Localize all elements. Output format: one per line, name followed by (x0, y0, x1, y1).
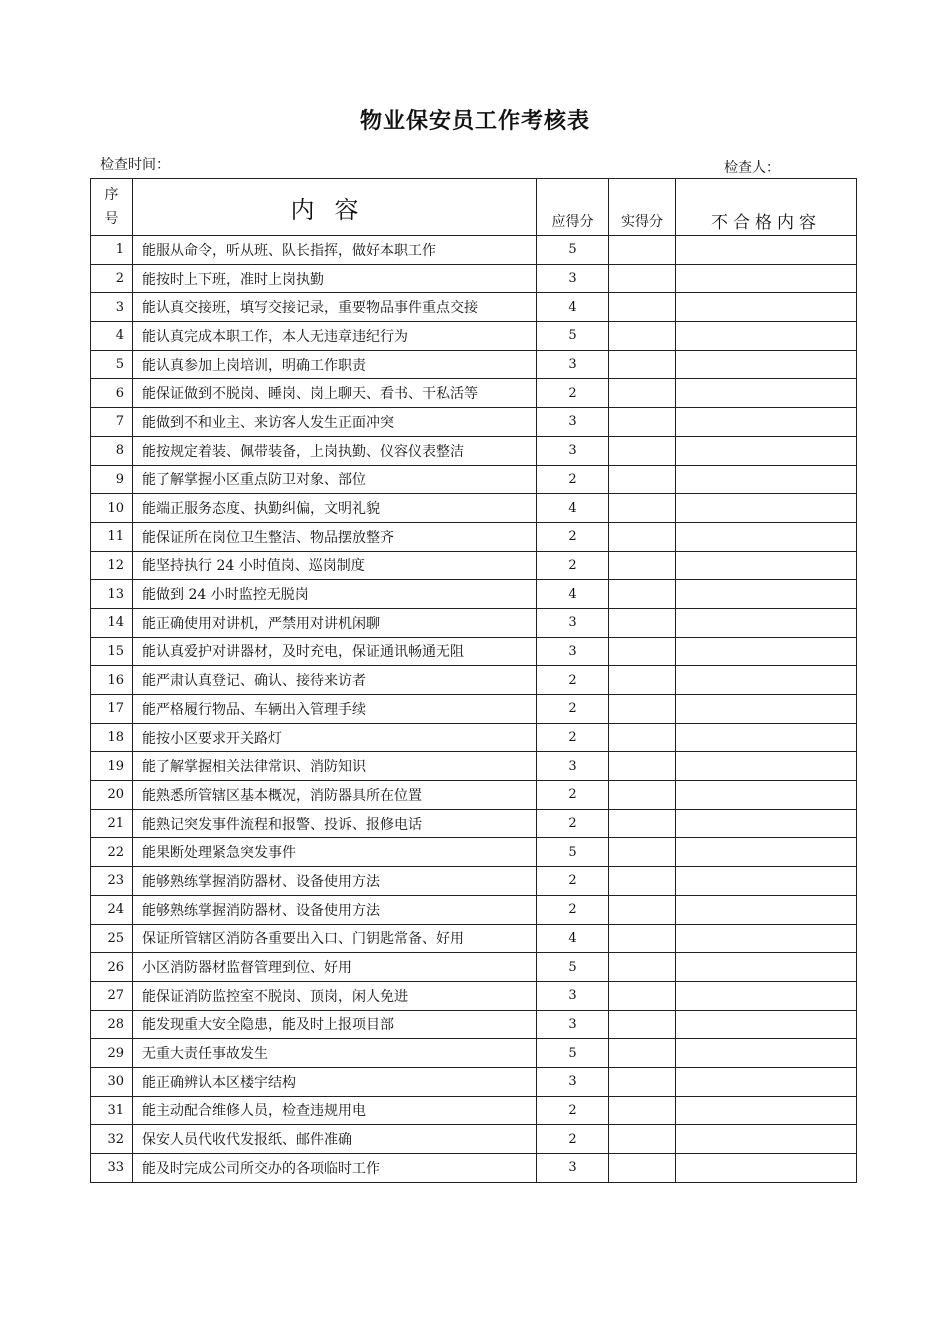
row-score: 3 (537, 981, 609, 1010)
row-score: 3 (537, 1067, 609, 1096)
row-number: 21 (91, 809, 133, 838)
row-score: 3 (537, 264, 609, 293)
inspector-label: 检查人： (724, 160, 780, 176)
row-score: 3 (537, 408, 609, 437)
row-number: 15 (91, 637, 133, 666)
row-score: 2 (537, 695, 609, 724)
table-row (91, 1125, 857, 1154)
row-number: 7 (91, 408, 133, 437)
row-actual-score-cell[interactable] (609, 781, 676, 810)
header-score: 应得分 (537, 179, 609, 236)
row-actual-score-cell[interactable] (609, 350, 676, 379)
row-fail-content-cell[interactable] (676, 264, 857, 293)
row-score: 2 (537, 465, 609, 494)
row-content: 能服从命令，听从班、队长指挥，做好本职工作 (133, 236, 537, 265)
page-title: 物业保安员工作考核表 (359, 109, 590, 134)
row-actual-score-cell[interactable] (609, 695, 676, 724)
table-row (91, 1039, 857, 1068)
row-content: 能认真完成本职工作，本人无违章违纪行为 (133, 322, 537, 351)
row-actual-score-cell[interactable] (609, 379, 676, 408)
table-row (91, 436, 857, 465)
row-actual-score-cell[interactable] (609, 752, 676, 781)
row-fail-content-cell[interactable] (676, 293, 857, 322)
row-content: 能认真交接班，填写交接记录，重要物品事件重点交接 (133, 293, 537, 322)
row-score: 3 (537, 350, 609, 379)
table-row (91, 293, 857, 322)
table-row (91, 608, 857, 637)
row-content: 能端正服务态度、执勤纠偏，文明礼貌 (133, 494, 537, 523)
row-fail-content-cell[interactable] (676, 608, 857, 637)
row-content: 能够熟练掌握消防器材、设备使用方法 (133, 895, 537, 924)
row-score: 4 (537, 293, 609, 322)
row-content: 能主动配合维修人员，检查违规用电 (133, 1096, 537, 1125)
row-number: 1 (91, 236, 133, 265)
table-row (91, 522, 857, 551)
table-row (91, 1067, 857, 1096)
row-number: 8 (91, 436, 133, 465)
row-fail-content-cell[interactable] (676, 924, 857, 953)
row-content: 能保证消防监控室不脱岗、顶岗，闲人免进 (133, 981, 537, 1010)
row-number: 28 (91, 1010, 133, 1039)
table-header-row (91, 179, 857, 236)
row-number: 10 (91, 494, 133, 523)
row-number: 6 (91, 379, 133, 408)
row-content: 能严肃认真登记、确认、接待来访者 (133, 666, 537, 695)
row-content: 能正确使用对讲机，严禁用对讲机闲聊 (133, 608, 537, 637)
row-score: 5 (537, 322, 609, 351)
row-score: 2 (537, 723, 609, 752)
row-actual-score-cell[interactable] (609, 408, 676, 437)
row-number: 26 (91, 953, 133, 982)
table-row (91, 580, 857, 609)
table-row (91, 551, 857, 580)
table-row (91, 236, 857, 265)
row-fail-content-cell[interactable] (676, 408, 857, 437)
row-actual-score-cell[interactable] (609, 838, 676, 867)
row-content: 能认真参加上岗培训，明确工作职责 (133, 350, 537, 379)
row-content: 能正确辨认本区楼宇结构 (133, 1067, 537, 1096)
row-number: 33 (91, 1154, 133, 1183)
row-actual-score-cell[interactable] (609, 236, 676, 265)
table-row (91, 781, 857, 810)
row-number: 11 (91, 522, 133, 551)
row-score: 2 (537, 1125, 609, 1154)
table-row (91, 924, 857, 953)
row-actual-score-cell[interactable] (609, 895, 676, 924)
row-fail-content-cell[interactable] (676, 781, 857, 810)
row-fail-content-cell[interactable] (676, 580, 857, 609)
header-fail: 不合格内容 (676, 179, 857, 236)
row-score: 3 (537, 1154, 609, 1183)
row-actual-score-cell[interactable] (609, 1067, 676, 1096)
row-score: 2 (537, 379, 609, 408)
row-fail-content-cell[interactable] (676, 953, 857, 982)
row-actual-score-cell[interactable] (609, 953, 676, 982)
row-content: 保证所管辖区消防各重要出入口、门钥匙常备、好用 (133, 924, 537, 953)
row-content: 能了解掌握小区重点防卫对象、部位 (133, 465, 537, 494)
row-score: 4 (537, 924, 609, 953)
row-actual-score-cell[interactable] (609, 551, 676, 580)
row-actual-score-cell[interactable] (609, 264, 676, 293)
row-content: 小区消防器材监督管理到位、好用 (133, 953, 537, 982)
row-score: 2 (537, 666, 609, 695)
row-actual-score-cell[interactable] (609, 637, 676, 666)
table-row (91, 723, 857, 752)
row-number: 25 (91, 924, 133, 953)
row-number: 9 (91, 465, 133, 494)
row-content: 能按小区要求开关路灯 (133, 723, 537, 752)
row-number: 3 (91, 293, 133, 322)
row-fail-content-cell[interactable] (676, 1039, 857, 1068)
table-row (91, 637, 857, 666)
table-row (91, 953, 857, 982)
row-actual-score-cell[interactable] (609, 1010, 676, 1039)
table-row (91, 322, 857, 351)
row-score: 4 (537, 580, 609, 609)
row-content: 能果断处理紧急突发事件 (133, 838, 537, 867)
row-actual-score-cell[interactable] (609, 1125, 676, 1154)
row-score: 2 (537, 1096, 609, 1125)
row-fail-content-cell[interactable] (676, 236, 857, 265)
header-content: 内容 (133, 179, 537, 236)
row-score: 5 (537, 953, 609, 982)
table-row (91, 1154, 857, 1183)
table-row (91, 752, 857, 781)
row-number: 31 (91, 1096, 133, 1125)
row-fail-content-cell[interactable] (676, 637, 857, 666)
row-fail-content-cell[interactable] (676, 666, 857, 695)
table-body (91, 236, 857, 1183)
row-actual-score-cell[interactable] (609, 809, 676, 838)
row-number: 12 (91, 551, 133, 580)
row-fail-content-cell[interactable] (676, 895, 857, 924)
row-number: 17 (91, 695, 133, 724)
row-content: 能了解掌握相关法律常识、消防知识 (133, 752, 537, 781)
row-content: 能认真爱护对讲器材，及时充电，保证通讯畅通无阻 (133, 637, 537, 666)
row-fail-content-cell[interactable] (676, 379, 857, 408)
table-row (91, 264, 857, 293)
row-actual-score-cell[interactable] (609, 867, 676, 896)
table-row (91, 695, 857, 724)
table-row (91, 981, 857, 1010)
table-row (91, 1010, 857, 1039)
row-content: 能做到 24 小时监控无脱岗 (133, 580, 537, 609)
row-actual-score-cell[interactable] (609, 293, 676, 322)
header-seq-label: 序号 (104, 187, 119, 227)
row-fail-content-cell[interactable] (676, 838, 857, 867)
row-score: 2 (537, 867, 609, 896)
row-actual-score-cell[interactable] (609, 322, 676, 351)
header-seq (91, 179, 133, 236)
table-row (91, 1096, 857, 1125)
row-number: 13 (91, 580, 133, 609)
row-fail-content-cell[interactable] (676, 436, 857, 465)
table-row (91, 465, 857, 494)
row-fail-content-cell[interactable] (676, 867, 857, 896)
row-fail-content-cell[interactable] (676, 723, 857, 752)
row-content: 能发现重大安全隐患，能及时上报项目部 (133, 1010, 537, 1039)
row-fail-content-cell[interactable] (676, 522, 857, 551)
row-fail-content-cell[interactable] (676, 752, 857, 781)
row-actual-score-cell[interactable] (609, 723, 676, 752)
row-fail-content-cell[interactable] (676, 494, 857, 523)
row-fail-content-cell[interactable] (676, 551, 857, 580)
row-score: 2 (537, 551, 609, 580)
row-score: 3 (537, 436, 609, 465)
row-score: 2 (537, 522, 609, 551)
row-content: 能熟悉所管辖区基本概况，消防器具所在位置 (133, 781, 537, 810)
assessment-table (90, 178, 857, 1183)
table-row (91, 350, 857, 379)
row-actual-score-cell[interactable] (609, 981, 676, 1010)
row-fail-content-cell[interactable] (676, 1096, 857, 1125)
row-content: 无重大责任事故发生 (133, 1039, 537, 1068)
row-fail-content-cell[interactable] (676, 322, 857, 351)
row-fail-content-cell[interactable] (676, 1125, 857, 1154)
row-actual-score-cell[interactable] (609, 1039, 676, 1068)
row-actual-score-cell[interactable] (609, 924, 676, 953)
row-number: 32 (91, 1125, 133, 1154)
row-fail-content-cell[interactable] (676, 465, 857, 494)
row-number: 30 (91, 1067, 133, 1096)
row-fail-content-cell[interactable] (676, 695, 857, 724)
table-row (91, 408, 857, 437)
row-score: 3 (537, 637, 609, 666)
row-number: 19 (91, 752, 133, 781)
check-time-label: 检查时间： (100, 157, 170, 173)
table-row (91, 867, 857, 896)
row-actual-score-cell[interactable] (609, 1154, 676, 1183)
row-actual-score-cell[interactable] (609, 1096, 676, 1125)
row-score: 5 (537, 838, 609, 867)
row-fail-content-cell[interactable] (676, 981, 857, 1010)
row-score: 2 (537, 895, 609, 924)
row-score: 2 (537, 781, 609, 810)
row-fail-content-cell[interactable] (676, 809, 857, 838)
row-content: 能严格履行物品、车辆出入管理手续 (133, 695, 537, 724)
row-fail-content-cell[interactable] (676, 1067, 857, 1096)
row-number: 29 (91, 1039, 133, 1068)
row-number: 4 (91, 322, 133, 351)
row-number: 27 (91, 981, 133, 1010)
row-fail-content-cell[interactable] (676, 1154, 857, 1183)
row-score: 4 (537, 494, 609, 523)
row-actual-score-cell[interactable] (609, 436, 676, 465)
row-number: 5 (91, 350, 133, 379)
row-fail-content-cell[interactable] (676, 350, 857, 379)
row-actual-score-cell[interactable] (609, 580, 676, 609)
row-actual-score-cell[interactable] (609, 465, 676, 494)
row-actual-score-cell[interactable] (609, 522, 676, 551)
table-row (91, 895, 857, 924)
row-actual-score-cell[interactable] (609, 494, 676, 523)
row-content: 能及时完成公司所交办的各项临时工作 (133, 1154, 537, 1183)
header-actual: 实得分 (609, 179, 676, 236)
row-content: 能熟记突发事件流程和报警、投诉、报修电话 (133, 809, 537, 838)
row-score: 5 (537, 1039, 609, 1068)
row-number: 18 (91, 723, 133, 752)
row-content: 能坚持执行 24 小时值岗、巡岗制度 (133, 551, 537, 580)
row-number: 23 (91, 867, 133, 896)
row-score: 5 (537, 236, 609, 265)
row-fail-content-cell[interactable] (676, 1010, 857, 1039)
row-content: 能保证做到不脱岗、睡岗、岗上聊天、看书、干私活等 (133, 379, 537, 408)
row-content: 能按规定着装、佩带装备，上岗执勤、仪容仪表整洁 (133, 436, 537, 465)
row-content: 能按时上下班，准时上岗执勤 (133, 264, 537, 293)
row-number: 22 (91, 838, 133, 867)
row-number: 14 (91, 608, 133, 637)
row-number: 24 (91, 895, 133, 924)
table-row (91, 809, 857, 838)
row-score: 3 (537, 608, 609, 637)
table-row (91, 379, 857, 408)
row-content: 保安人员代收代发报纸、邮件准确 (133, 1125, 537, 1154)
row-actual-score-cell[interactable] (609, 666, 676, 695)
row-content: 能够熟练掌握消防器材、设备使用方法 (133, 867, 537, 896)
table-row (91, 666, 857, 695)
row-number: 20 (91, 781, 133, 810)
row-score: 3 (537, 752, 609, 781)
table-row (91, 494, 857, 523)
row-number: 16 (91, 666, 133, 695)
row-score: 3 (537, 1010, 609, 1039)
row-number: 2 (91, 264, 133, 293)
row-actual-score-cell[interactable] (609, 608, 676, 637)
table-row (91, 838, 857, 867)
row-content: 能保证所在岗位卫生整洁、物品摆放整齐 (133, 522, 537, 551)
row-content: 能做到不和业主、来访客人发生正面冲突 (133, 408, 537, 437)
row-score: 2 (537, 809, 609, 838)
